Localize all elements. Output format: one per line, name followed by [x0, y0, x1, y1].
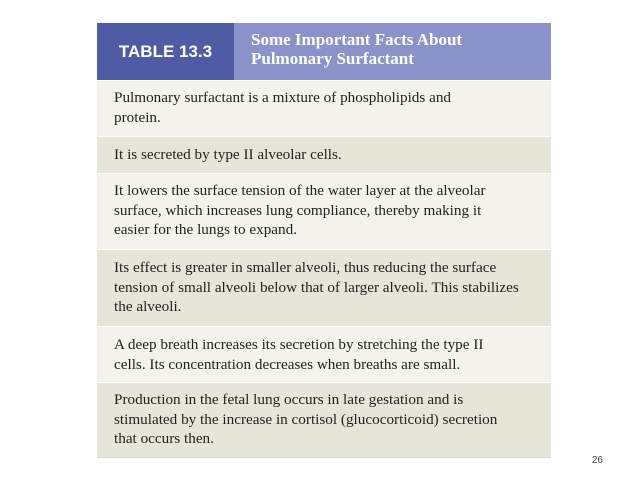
- row-text-line: surface, which increases lung compliance, thereby making it: [114, 201, 482, 219]
- table-number: TABLE 13.3: [97, 23, 234, 80]
- table-header: [97, 23, 551, 80]
- table-row: [97, 382, 551, 457]
- table-row: [97, 136, 551, 173]
- row-text-line: the alveoli.: [114, 298, 182, 315]
- row-text-line: Pulmonary surfactant is a mixture of phospholipids and: [114, 89, 452, 106]
- row-text-line: A deep breath increases its secretion by stretching the type II: [114, 336, 484, 353]
- row-text-line: protein.: [114, 108, 161, 126]
- row-text-line: stimulated by the increase in cortisol (glucocorticoid) secretion: [114, 410, 498, 428]
- row-text-line: easier for the lungs to expand.: [114, 221, 298, 238]
- table-row: [97, 80, 551, 136]
- table-row: [97, 326, 551, 382]
- table-body: [97, 80, 551, 458]
- row-text-line: cells. Its concentration decreases when breaths are small.: [114, 355, 461, 373]
- table-title: [234, 23, 551, 80]
- row-text-line: It lowers the surface tension of the water layer at the alveolar: [114, 182, 486, 199]
- row-text-line: Its effect is greater in smaller alveoli, thus reducing the surface: [114, 259, 497, 276]
- row-text-line: Production in the fetal lung occurs in late gestation and is: [114, 391, 464, 408]
- row-text-line: It is secreted by type II alveolar cells.: [114, 146, 342, 163]
- row-text-line: tension of small alveoli below that of larger alveoli. This stabilizes: [114, 278, 519, 296]
- facts-table: [97, 23, 551, 458]
- page-number: 26: [591, 455, 603, 466]
- table-row: [97, 173, 551, 249]
- table-title-line: Pulmonary Surfactant: [251, 49, 414, 68]
- table-title-line: Some Important Facts About: [251, 30, 463, 49]
- row-text-line: that occurs then.: [114, 430, 214, 447]
- table-row: [97, 249, 551, 326]
